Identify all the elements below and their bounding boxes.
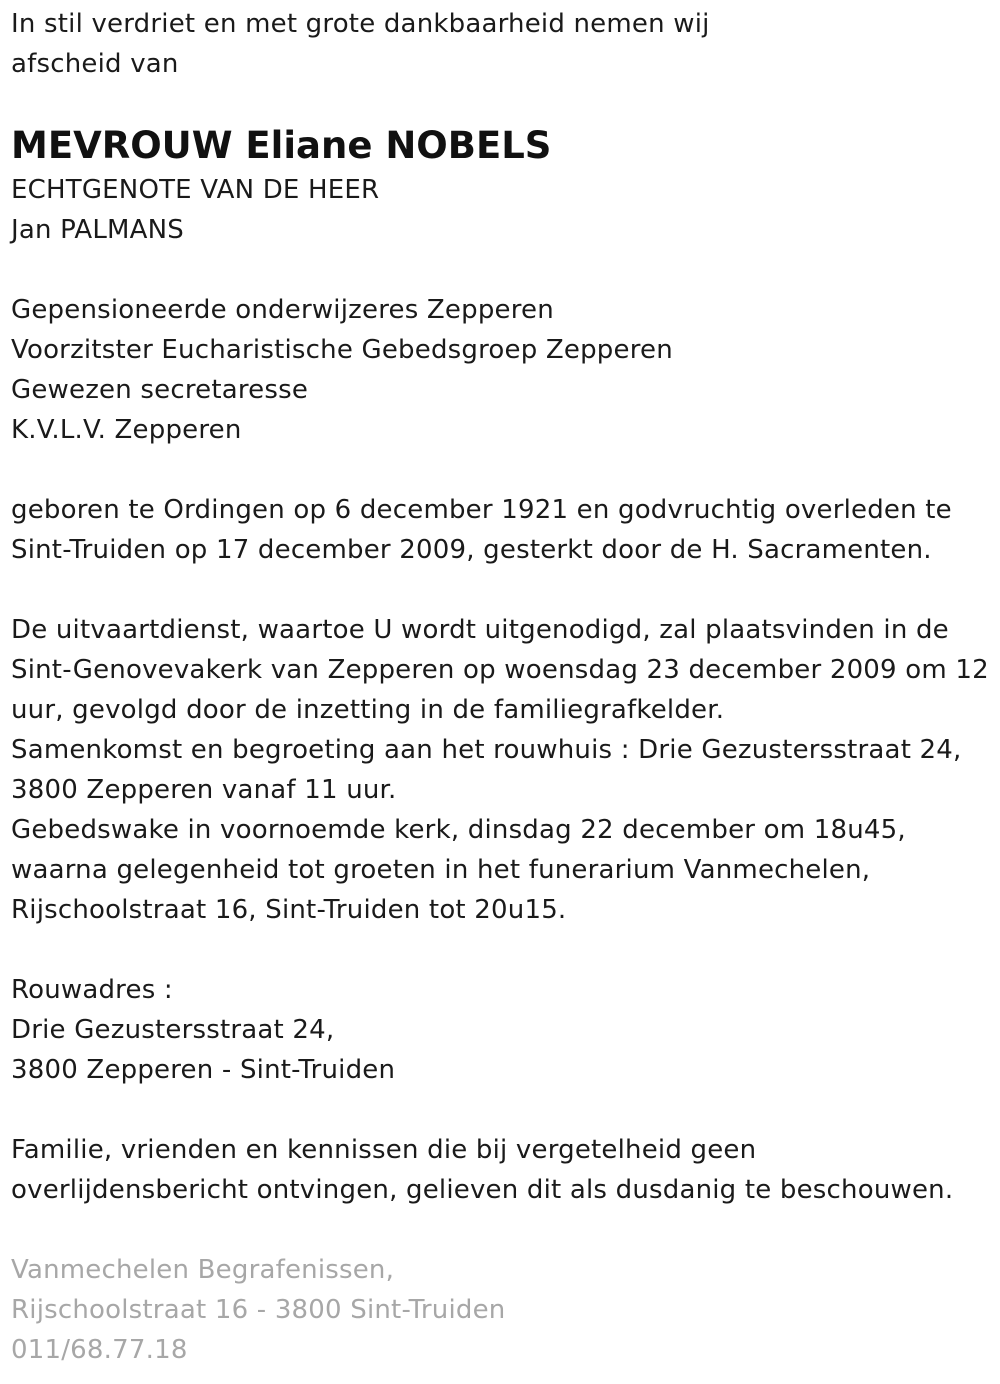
birth-death-line: geboren te Ordingen op 6 december 1921 en godvruchtig overleden te: [11, 495, 952, 525]
notice-section: [11, 1130, 991, 1210]
intro-line: In stil verdriet en met grote dankbaarheid nemen wij: [11, 9, 710, 39]
notice-line: overlijdensbericht ontvingen, gelieven dit als dusdanig te beschouwen.: [11, 1175, 954, 1205]
mourning-address-city: 3800 Zepperen - Sint-Truiden: [11, 1055, 396, 1085]
ceremony-line: Samenkomst en begroeting aan het rouwhuis : Drie Gezustersstraat 24,: [11, 735, 962, 765]
spacer: [11, 570, 991, 610]
ceremony-line: Rijschoolstraat 16, Sint-Truiden tot 20u15.: [11, 895, 567, 925]
spacer: [11, 1210, 991, 1250]
birth-death-section: [11, 490, 991, 570]
ceremony-line: Gebedswake in voornoemde kerk, dinsdag 22 december om 18u45,: [11, 815, 906, 845]
intro-line: afscheid van: [11, 49, 179, 79]
notice-line: Familie, vrienden en kennissen die bij vergetelheid geen: [11, 1135, 757, 1165]
spacer: [11, 450, 991, 490]
birth-death-line: Sint-Truiden op 17 december 2009, gesterkt door de H. Sacramenten.: [11, 535, 932, 565]
ceremony-line: Sint-Genovevakerk van Zepperen op woensdag 23 december 2009 om 12: [11, 655, 989, 685]
titles-section: [11, 290, 991, 450]
spouse-name: Jan PALMANS: [11, 215, 185, 245]
spacer: [11, 930, 991, 970]
title-line: Gepensioneerde onderwijzeres Zepperen: [11, 295, 554, 325]
title-line: Gewezen secretaresse: [11, 375, 309, 405]
funeral-home-address: Rijschoolstraat 16 - 3800 Sint-Truiden: [11, 1295, 506, 1325]
deceased-name: MEVROUW Eliane NOBELS: [11, 124, 552, 167]
ceremony-section: [11, 610, 991, 930]
ceremony-line: De uitvaartdienst, waartoe U wordt uitgenodigd, zal plaatsvinden in de: [11, 615, 949, 645]
ceremony-line: uur, gevolgd door de inzetting in de familiegrafkelder.: [11, 695, 725, 725]
mourning-address-label: Rouwadres :: [11, 975, 173, 1005]
obituary-notice: [11, 4, 991, 1370]
funeral-home-name: Vanmechelen Begrafenissen,: [11, 1255, 395, 1285]
spouse-line: ECHTGENOTE VAN DE HEER: [11, 175, 380, 205]
spacer: [11, 1090, 991, 1130]
spacer: [11, 250, 991, 290]
funeral-home-footer: [11, 1250, 991, 1370]
intro-section: [11, 4, 991, 84]
funeral-home-phone: 011/68.77.18: [11, 1335, 188, 1365]
ceremony-line: 3800 Zepperen vanaf 11 uur.: [11, 775, 397, 805]
title-line: Voorzitster Eucharistische Gebedsgroep Zepperen: [11, 335, 673, 365]
spouse-section: [11, 170, 991, 250]
ceremony-line: waarna gelegenheid tot groeten in het funerarium Vanmechelen,: [11, 855, 871, 885]
mourning-address-section: [11, 970, 991, 1090]
mourning-address-street: Drie Gezustersstraat 24,: [11, 1015, 335, 1045]
title-line: K.V.L.V. Zepperen: [11, 415, 242, 445]
